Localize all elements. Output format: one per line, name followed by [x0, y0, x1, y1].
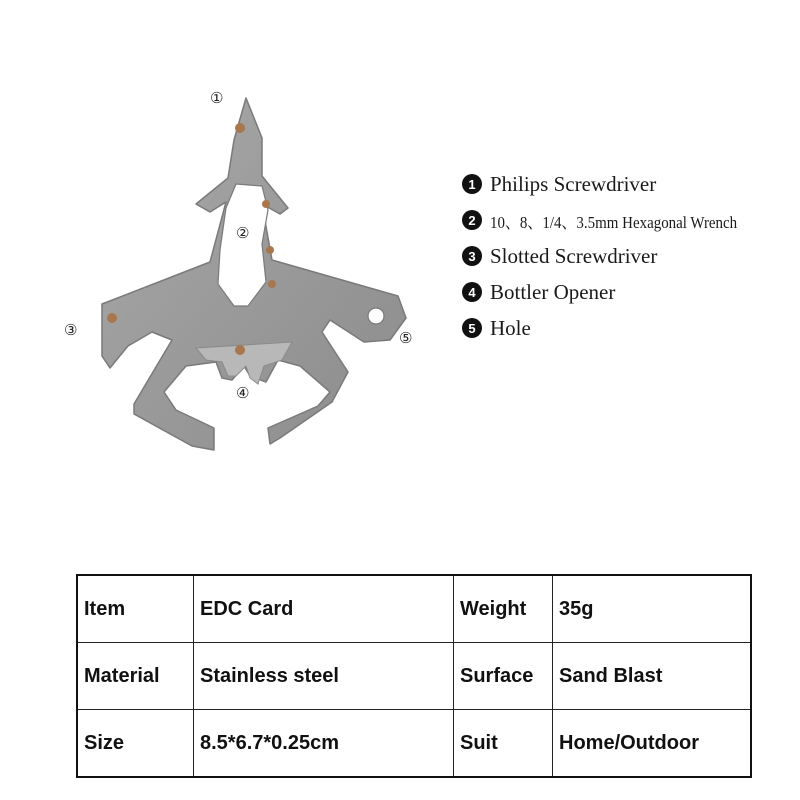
spec-label: Surface	[454, 643, 553, 710]
spec-value: 35g	[553, 575, 752, 643]
legend-number-badge: 4	[462, 282, 482, 302]
legend-item-label: Hole	[490, 315, 531, 340]
spec-label: Suit	[454, 710, 553, 778]
spec-value: Home/Outdoor	[553, 710, 752, 778]
legend-item-label: Slotted Screwdriver	[490, 243, 658, 268]
callout-4: ④	[236, 384, 250, 402]
edc-card-body	[102, 98, 406, 450]
callout-2: ②	[236, 224, 250, 242]
table-row	[77, 643, 751, 710]
callout-3: ③	[64, 321, 78, 339]
legend-number-badge: 3	[462, 246, 482, 266]
legend-number-badge: 2	[462, 210, 482, 230]
legend-item-hex-wrench	[462, 202, 771, 238]
legend-item-hole	[462, 310, 771, 346]
spec-table	[76, 574, 752, 778]
legend-number-badge: 5	[462, 318, 482, 338]
spec-label: Size	[77, 710, 194, 778]
spec-value: Stainless steel	[194, 643, 454, 710]
legend-item-bottle-opener	[462, 274, 771, 310]
spec-value: Sand Blast	[553, 643, 752, 710]
feature-legend	[462, 166, 771, 346]
legend-item-philips-screwdriver	[462, 166, 771, 202]
spec-label: Material	[77, 643, 194, 710]
legend-number-badge: 1	[462, 174, 482, 194]
spec-value: 8.5*6.7*0.25cm	[194, 710, 454, 778]
spec-label: Item	[77, 575, 194, 643]
callout-5: ⑤	[399, 329, 413, 347]
legend-item-label: 10、8、1/4、3.5mm Hexagonal Wrench	[490, 212, 738, 232]
legend-item-slotted-screwdriver	[462, 238, 771, 274]
table-row	[77, 710, 751, 778]
callout-1: ①	[210, 89, 224, 107]
legend-item-label: Philips Screwdriver	[490, 171, 657, 196]
spec-label: Weight	[454, 575, 553, 643]
legend-item-label: Bottler Opener	[490, 279, 616, 304]
table-row	[77, 575, 751, 643]
spec-value: EDC Card	[194, 575, 454, 643]
